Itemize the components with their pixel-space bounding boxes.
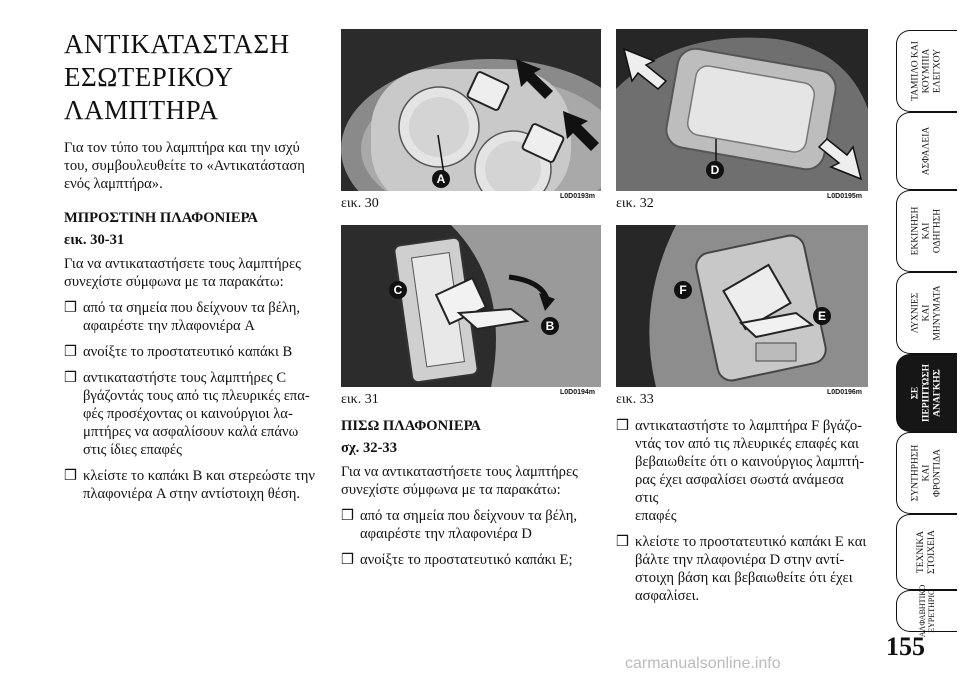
- figure-31-code: L0D0194m: [560, 389, 596, 396]
- front-lead: Για να αντικαταστήσετε τους λαμπτήρες συνεχίστε σύμφωνα με τα παρακάτω:: [64, 256, 301, 290]
- front-lamp-open-illustration: [341, 225, 601, 387]
- figure-32-image: [616, 29, 868, 191]
- figure-32-code: L0D0195m: [827, 193, 863, 200]
- tab-technical-data[interactable]: ΤΕΧΝΙΚΑ ΣΤΟΙΧΕΙΑ: [896, 514, 957, 590]
- rear-lead: Για να αντικαταστήσετε τους λαμπτήρες συνεχίστε σύμφωνα με τα παρακάτω:: [341, 464, 578, 498]
- tab-lights-messages[interactable]: ΛΥΧΝΙΕΣ ΚΑΙ ΜΗΝΥΜΑΤΑ: [896, 272, 957, 354]
- figure-33-image: [616, 225, 868, 387]
- tab-dashboard[interactable]: ΤΑΜΠΛΟ ΚΑΙ ΚΟΥΜΠΙΑ ΕΛΕΓΧΟΥ: [896, 30, 957, 112]
- tab-maintenance-care[interactable]: ΣΥΝΤΗΡΗΣΗ ΚΑΙ ΦΡΟΝΤΙΔΑ: [896, 432, 957, 514]
- list-item: ❒ κλείστε το προστατευτικό καπάκι E και βάλτε την πλαφονιέρα D στην αντί- στοιχη βάση και βεβαιωθείτε ότι έχει ασφαλίσει.: [616, 534, 867, 604]
- callout-c: C: [389, 281, 407, 299]
- front-ceiling-lamp-illustration: [341, 29, 601, 191]
- intro-text: Για τον τύπο του λαμπτήρα και την ισχύ του, συμβουλευθείτε το «Αντικατάσταση ενός λαμπτήρα».: [64, 140, 305, 192]
- figure-33-code: L0D0196m: [827, 389, 863, 396]
- callout-e: E: [813, 307, 831, 325]
- middle-column: [341, 417, 603, 569]
- page-number: 155: [886, 632, 925, 661]
- figure-30-label: εικ. 30: [341, 196, 379, 211]
- rear-figref: σχ. 32-33: [341, 440, 398, 456]
- list-item: ❒ αντικαταστήστε το λαμπτήρα F βγάζο- ντάς τον από τις πλευρικές επαφές και βεβαιωθείτε ότι ο καινούργιος λαμπτή- ρας έχει ασφαλίσει σωστά ανάμεσα στις επαφές: [616, 418, 865, 524]
- tab-safety[interactable]: ΑΣΦΑΛΕΙΑ: [896, 112, 957, 190]
- figure-31-label: εικ. 31: [341, 392, 379, 407]
- callout-f: F: [674, 281, 692, 299]
- list-item: ❒ ανοίξτε το προστατευτικό καπάκι E;: [341, 552, 573, 568]
- left-column: [64, 28, 322, 503]
- figure-31-image: [341, 225, 601, 387]
- front-heading: ΜΠΡΟΣΤΙΝΗ ΠΛΑΦΟΝΙΕΡΑ: [64, 210, 258, 226]
- callout-d: D: [706, 161, 724, 179]
- list-item: ❒ αντικαταστήστε τους λαμπτήρες C βγάζοντάς τους από τις πλευρικές επα- φές προσέχοντας οι καινούργιοι λα- μπτήρες να ασφαλίσουν καλά επάνω στις ίδιες επαφές: [64, 370, 310, 458]
- front-figref: εικ. 30-31: [64, 232, 125, 248]
- right-column: [616, 417, 870, 605]
- figure-33-label: εικ. 33: [616, 392, 654, 407]
- page-title: ΑΝΤΙΚΑΤΑΣΤΑΣΗ ΕΣΩΤΕΡΙΚΟΥ ΛΑΜΠΤΗΡΑ: [64, 29, 290, 125]
- tab-emergency[interactable]: ΣΕ ΠΕΡΙΠΤΩΣΗ ΑΝΑΓΚΗΣ: [896, 354, 957, 432]
- callout-b: B: [541, 317, 559, 335]
- list-item: ❒ από τα σημεία που δείχνουν τα βέλη, αφαιρέστε την πλαφονιέρα A: [64, 300, 301, 334]
- tab-starting-driving[interactable]: ΕΚΚΙΝΗΣΗ ΚΑΙ ΟΔΗΓΗΣΗ: [896, 190, 957, 272]
- watermark: carmanualsonline.info: [625, 655, 781, 672]
- tab-index[interactable]: ΑΛΦΑΒΗΤΙΚΟ ΕΥΡΕΤΗΡΙΟ: [896, 590, 957, 632]
- rear-heading: ΠΙΣΩ ΠΛΑΦΟΝΙΕΡΑ: [341, 418, 481, 434]
- rear-ceiling-lamp-illustration: [616, 29, 868, 191]
- rear-lamp-open-illustration: [616, 225, 868, 387]
- list-item: ❒ ανοίξτε το προστατευτικό καπάκι B: [64, 344, 293, 360]
- callout-a: A: [432, 170, 450, 188]
- list-item: ❒ από τα σημεία που δείχνουν τα βέλη, αφαιρέστε την πλαφονιέρα D: [341, 508, 578, 542]
- figure-30-code: L0D0193m: [560, 193, 596, 200]
- list-item: ❒ κλείστε το καπάκι B και στερεώστε την πλαφονιέρα A στην αντίστοιχη θέση.: [64, 468, 315, 502]
- figure-32-label: εικ. 32: [616, 196, 654, 211]
- figure-30-image: [341, 29, 601, 191]
